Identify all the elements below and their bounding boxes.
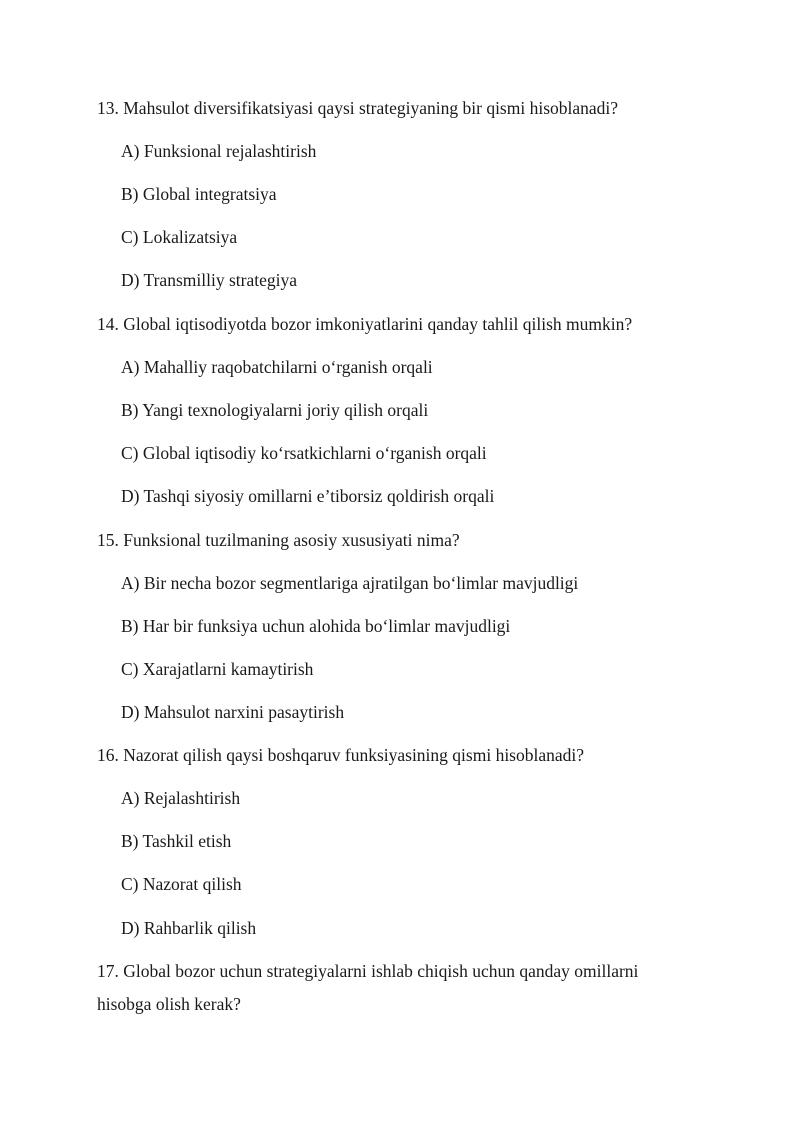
- question-13-option-d: D) Transmilliy strategiya: [121, 270, 297, 290]
- question-15-option-b: B) Har bir funksiya uchun alohida bo‘limlar mavjudligi: [121, 616, 511, 636]
- question-14: 14. Global iqtisodiyotda bozor imkoniyatlarini qanday tahlil qilish mumkin?: [97, 314, 633, 334]
- question-16: 16. Nazorat qilish qaysi boshqaruv funksiyasining qismi hisoblanadi?: [97, 745, 585, 765]
- question-13-option-a: A) Funksional rejalashtirish: [121, 141, 317, 161]
- question-14-option-c: C) Global iqtisodiy ko‘rsatkichlarni o‘rganish orqali: [121, 443, 487, 463]
- question-16-option-a: A) Rejalashtirish: [121, 788, 241, 808]
- question-17-line-2: hisobga olish kerak?: [97, 994, 241, 1014]
- question-15-option-a: A) Bir necha bozor segmentlariga ajratilgan bo‘limlar mavjudligi: [121, 573, 579, 593]
- question-15-option-d: D) Mahsulot narxini pasaytirish: [121, 702, 345, 722]
- question-13-option-c: C) Lokalizatsiya: [121, 227, 238, 247]
- question-17-line-1: 17. Global bozor uchun strategiyalarni ishlab chiqish uchun qanday omillarni: [97, 961, 639, 981]
- question-16-option-c: C) Nazorat qilish: [121, 874, 242, 894]
- question-15-option-c: C) Xarajatlarni kamaytirish: [121, 659, 314, 679]
- question-16-option-d: D) Rahbarlik qilish: [121, 918, 257, 938]
- question-13: 13. Mahsulot diversifikatsiyasi qaysi strategiyaning bir qismi hisoblanadi?: [97, 98, 619, 118]
- question-16-option-b: B) Tashkil etish: [121, 831, 232, 851]
- question-13-option-b: B) Global integratsiya: [121, 184, 277, 204]
- question-14-option-b: B) Yangi texnologiyalarni joriy qilish orqali: [121, 400, 429, 420]
- question-14-option-d: D) Tashqi siyosiy omillarni e’tiborsiz qoldirish orqali: [121, 486, 495, 506]
- question-15: 15. Funksional tuzilmaning asosiy xususiyati nima?: [97, 530, 460, 550]
- question-14-option-a: A) Mahalliy raqobatchilarni o‘rganish orqali: [121, 357, 433, 377]
